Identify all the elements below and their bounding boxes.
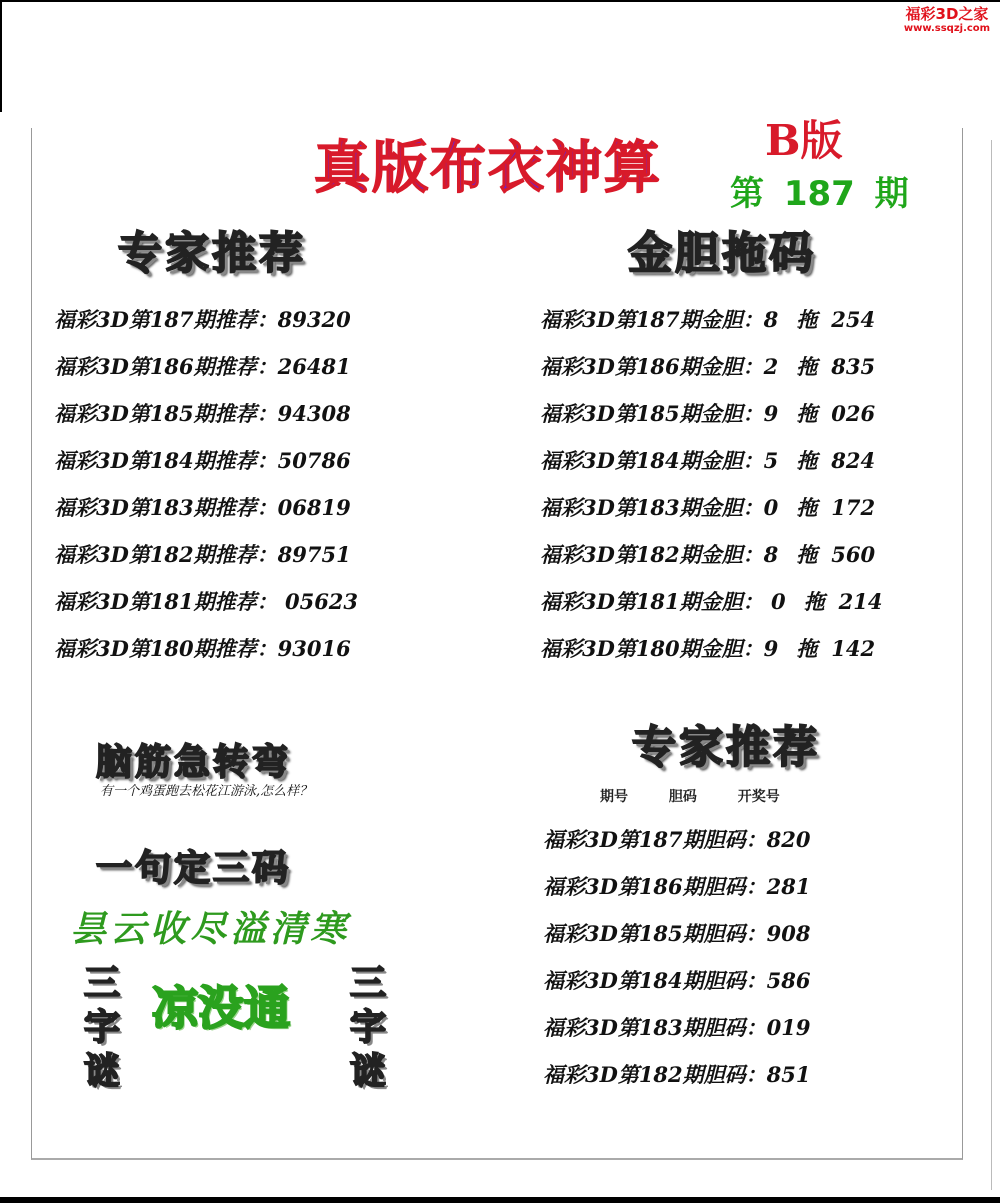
gold-dan-text: 福彩3D第185期金胆：9	[540, 401, 779, 426]
expert-recommend-list	[54, 296, 358, 672]
riddle-question: 有一个鸡蛋跑去松花江游泳,怎么样？	[100, 784, 313, 799]
tuo-code: 026	[831, 401, 876, 426]
tuo-label: 拖	[796, 354, 818, 379]
riddle-char: 谜	[83, 1051, 120, 1092]
gold-dan-text: 福彩3D第187期金胆：8	[540, 307, 779, 332]
one-sentence-heading: 一句定三码	[96, 848, 292, 889]
list-item	[540, 343, 882, 390]
tuo-label: 拖	[796, 401, 818, 426]
list-item	[540, 531, 882, 578]
riddle-char: 字	[83, 1007, 120, 1048]
gold-dan-text: 福彩3D第184期金胆：5	[540, 448, 779, 473]
riddle-answer: 凉没通	[152, 981, 290, 1035]
gold-tuo-heading: 金胆拖码	[628, 228, 816, 279]
site-name: 福彩3D之家	[905, 5, 989, 23]
gold-dan-text: 福彩3D第182期金胆：8	[540, 542, 779, 567]
tuo-label: 拖	[796, 636, 818, 661]
tuo-code: 824	[831, 448, 876, 473]
expert-recommend-heading-left: 专家推荐	[118, 228, 306, 279]
list-item: 福彩3D第182期胆码：851	[543, 1062, 811, 1087]
column-header: 开奖号	[737, 789, 780, 805]
list-item: 福彩3D第182期推荐：89751	[54, 542, 351, 567]
list-item	[540, 437, 882, 484]
riddle-char: 字	[349, 1007, 386, 1048]
frame-right-border	[991, 140, 992, 1190]
list-item	[540, 625, 882, 672]
slogan-text: 昙云收尽溢清寒	[70, 908, 351, 950]
gold-tuo-list	[540, 296, 882, 672]
frame-left-border	[0, 0, 2, 112]
frame-top-border	[0, 0, 1000, 2]
tuo-label: 拖	[796, 307, 818, 332]
tuo-label: 拖	[796, 448, 818, 473]
tuo-code: 172	[831, 495, 876, 520]
gold-dan-text: 福彩3D第183期金胆：0	[540, 495, 779, 520]
dan-code-list	[543, 816, 811, 1098]
list-item: 福彩3D第186期推荐：26481	[54, 354, 351, 379]
tuo-code: 560	[831, 542, 876, 567]
gold-dan-text: 福彩3D第180期金胆：9	[540, 636, 779, 661]
list-item: 福彩3D第183期胆码：019	[543, 1015, 811, 1040]
tuo-code: 142	[831, 636, 876, 661]
list-item	[540, 484, 882, 531]
riddle-char: 三	[83, 963, 120, 1004]
tuo-label: 拖	[796, 495, 818, 520]
gold-dan-text: 福彩3D第181期金胆： 0	[540, 589, 786, 614]
column-header: 期号	[600, 789, 628, 805]
list-item: 福彩3D第185期推荐：94308	[54, 401, 351, 426]
issue-number: 第 187 期	[730, 174, 909, 214]
page-title: 真版布衣神算	[314, 135, 662, 201]
tuo-code: 254	[831, 307, 876, 332]
list-item: 福彩3D第185期胆码：908	[543, 921, 811, 946]
list-item: 福彩3D第186期胆码：281	[543, 874, 811, 899]
expert-recommend-heading-right: 专家推荐	[632, 722, 820, 773]
dan-table-header	[600, 786, 816, 806]
tuo-code: 835	[831, 354, 876, 379]
list-item	[540, 296, 882, 343]
site-logo[interactable]	[896, 6, 998, 35]
list-item	[540, 390, 882, 437]
edition-badge: B版	[765, 116, 843, 165]
tuo-label: 拖	[796, 542, 818, 567]
list-item	[540, 578, 882, 625]
list-item: 福彩3D第184期胆码：586	[543, 968, 811, 993]
brain-teaser-heading: 脑筋急转弯	[96, 742, 292, 783]
riddle-char: 三	[349, 963, 386, 1004]
riddle-char: 谜	[349, 1051, 386, 1092]
column-header: 胆码	[668, 789, 697, 805]
three-char-riddle-left	[76, 962, 128, 1094]
list-item: 福彩3D第187期胆码：820	[543, 827, 811, 852]
three-char-riddle-right	[342, 962, 394, 1094]
tuo-code: 214	[838, 589, 883, 614]
list-item: 福彩3D第184期推荐：50786	[54, 448, 351, 473]
gold-dan-text: 福彩3D第186期金胆：2	[540, 354, 779, 379]
list-item: 福彩3D第180期推荐：93016	[54, 636, 351, 661]
list-item: 福彩3D第181期推荐： 05623	[54, 589, 359, 614]
list-item: 福彩3D第187期推荐：89320	[54, 307, 351, 332]
tuo-label: 拖	[803, 589, 825, 614]
list-item: 福彩3D第183期推荐：06819	[54, 495, 351, 520]
site-url[interactable]: www.ssqzj.com	[903, 23, 991, 34]
frame-bottom-border	[0, 1197, 1000, 1203]
